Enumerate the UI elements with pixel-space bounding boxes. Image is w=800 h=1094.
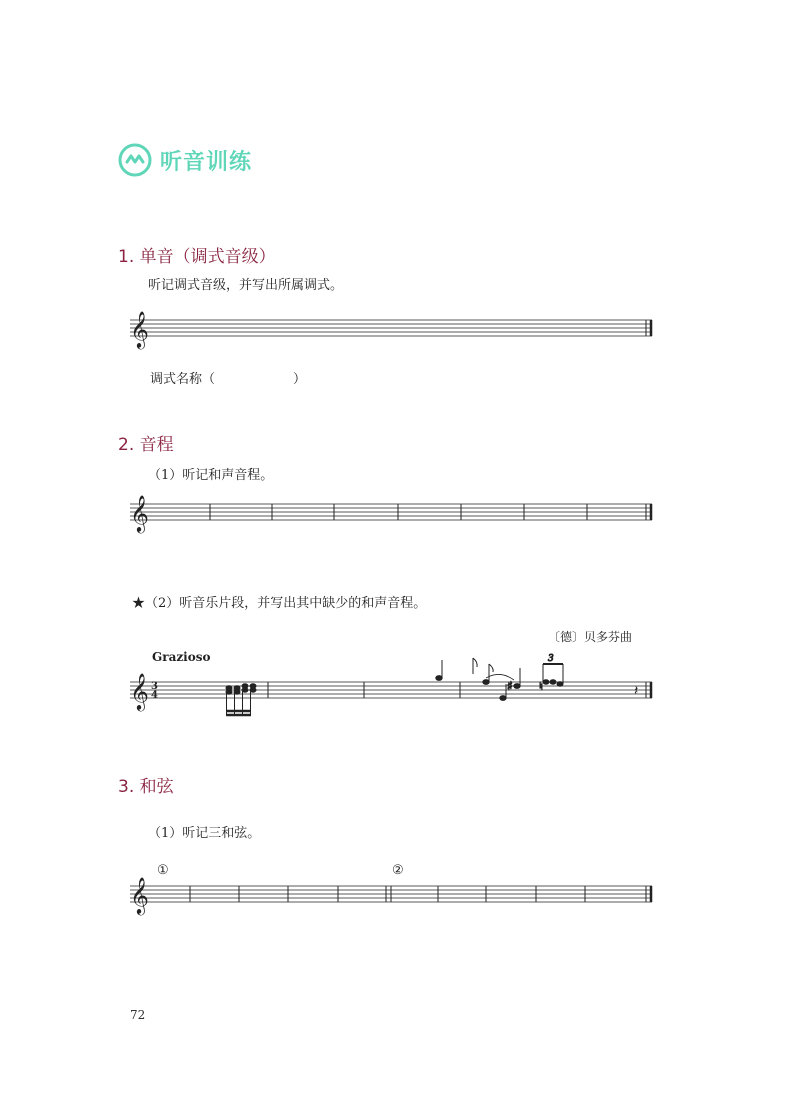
quarter-rest-icon: 𝄽: [634, 683, 639, 699]
section-2-title: 2. 音程: [118, 435, 174, 455]
triplet-number: 3: [548, 654, 554, 664]
svg-text:♮: ♮: [539, 680, 543, 693]
ear-headphones-icon: [118, 143, 152, 177]
section-1-title: 1. 单音（调式音级）: [118, 247, 276, 267]
sixteenth-note-chords: [226, 684, 256, 716]
mode-name-field: 调式名称（ ）: [150, 372, 307, 387]
section-heading: [118, 140, 252, 180]
chord-marker-2: ②: [392, 863, 404, 878]
treble-clef-icon: 𝄞: [130, 672, 149, 710]
svg-text:♯: ♯: [507, 679, 513, 693]
page-number: 72: [130, 1008, 146, 1022]
section-2-item-2: ★（2）听音乐片段，并写出其中缺少的和声音程。: [132, 596, 427, 611]
quarter-note: [436, 660, 442, 680]
page-title: 听音训练: [160, 149, 253, 175]
staff-beethoven-excerpt: [120, 650, 660, 730]
section-2-item-1: （1）听记和声音程。: [148, 468, 274, 483]
chord-marker-1: ①: [157, 863, 169, 878]
time-signature-top: 3: [151, 681, 158, 692]
staff-harmonic-intervals: [120, 494, 660, 540]
treble-clef-icon: 𝄞: [130, 876, 149, 914]
section-3-title: 3. 和弦: [118, 777, 174, 797]
treble-clef-icon: 𝄞: [130, 310, 149, 348]
time-signature-bottom: 4: [151, 690, 158, 701]
section-3-item-1: （1）听记三和弦。: [148, 826, 261, 841]
treble-clef-icon: 𝄞: [130, 494, 149, 532]
staff-triads: [120, 876, 660, 922]
melody-notes: [473, 654, 563, 700]
staff-single-note: [120, 310, 660, 356]
composer-credit: 〔德〕贝多芬曲: [548, 630, 633, 644]
section-1-instruction: 听记调式音级，并写出所属调式。: [148, 278, 344, 293]
tempo-marking: Grazioso: [152, 650, 211, 664]
